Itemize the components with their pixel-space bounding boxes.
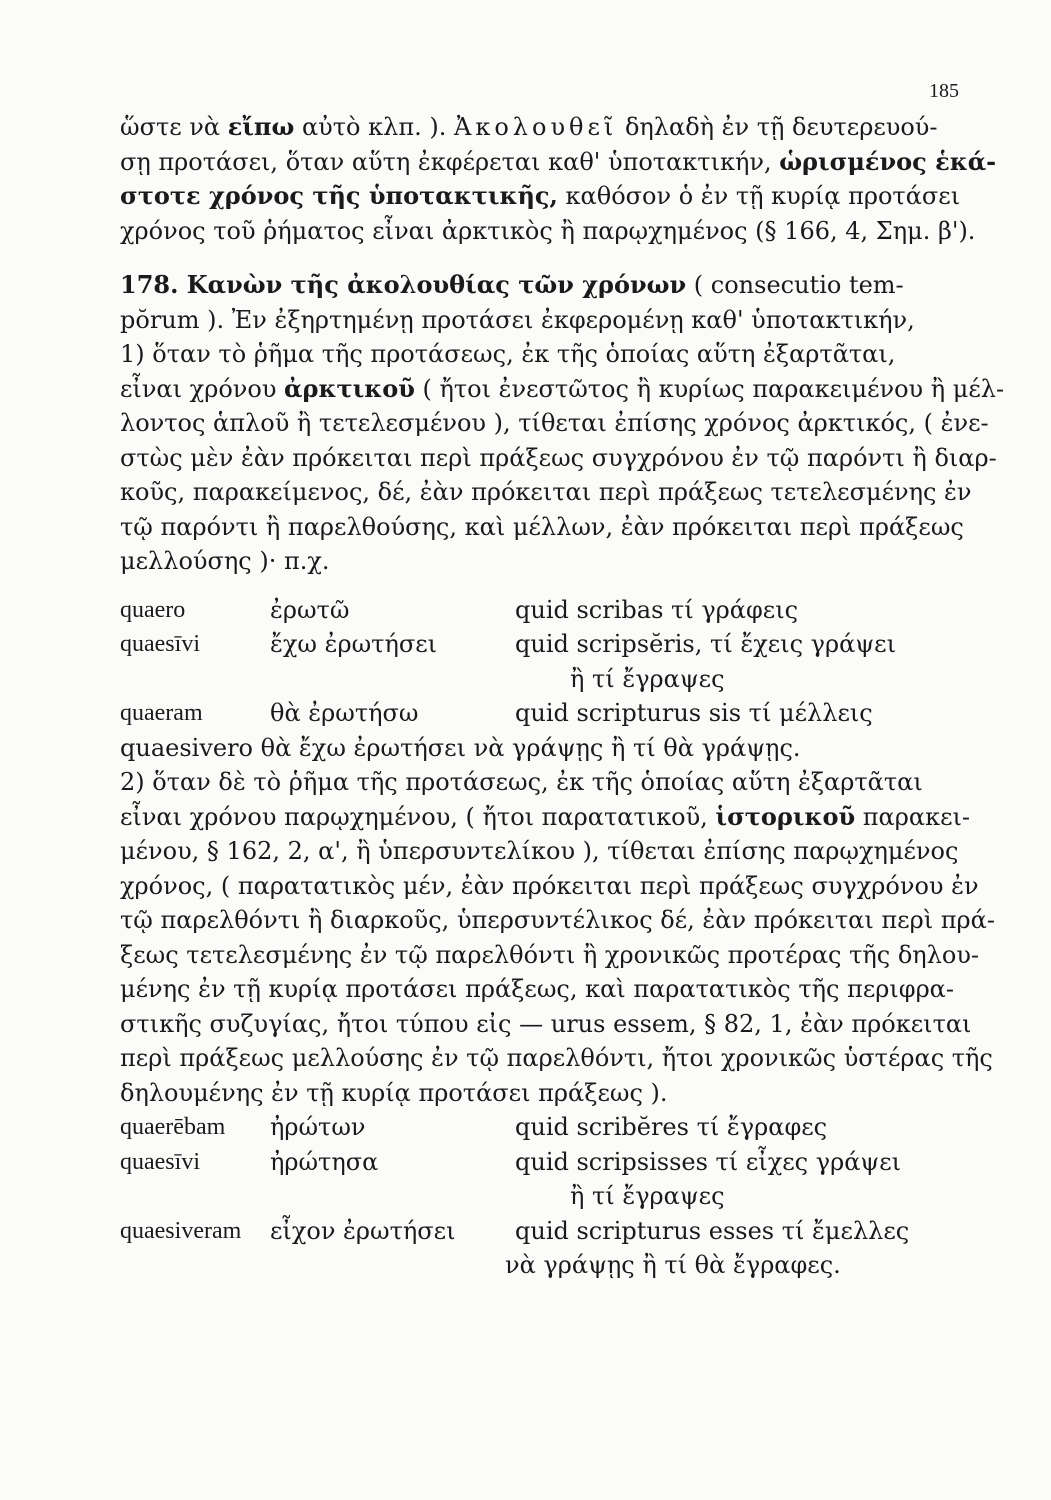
text-line: μελλούσης )· π.χ.	[120, 547, 330, 575]
example-row	[120, 1110, 932, 1145]
greek-form: ἠρώτησα	[270, 1147, 379, 1176]
greek-form: ἔχω ἐρωτήσει	[270, 630, 438, 658]
example-row	[120, 593, 932, 628]
example-row	[120, 696, 932, 731]
text-line: τῷ παρόντι ἢ παρελθούσης, καὶ μέλλων, ἐὰν πρόκειται περὶ πράξεως	[120, 512, 964, 541]
greek-form: εἶχον ἐρωτήσει	[270, 1216, 456, 1245]
example-phrase: quid scripsĕris, τί ἔχεις γράψει	[515, 630, 896, 658]
text-line: στικῆς συζυγίας, ἤτοι τύπου εἰς — urus essem, § 82, 1, ἐὰν πρόκειται	[120, 1009, 972, 1038]
paragraph-rule-178	[120, 268, 1005, 579]
text-line: χρόνος τοῦ ῥήματος εἶναι ἀρκτικὸς ἢ παρῳχημένος (§ 166, 4, Σημ. β').	[120, 216, 976, 245]
latin-form: quaerēbam	[120, 1114, 226, 1140]
example-last-line: quaesivero θὰ ἔχω ἐρωτήσει νὰ γράψῃς ἢ τί θὰ γράψῃς.	[120, 733, 801, 762]
text-line: στὼς μὲν ἐὰν πρόκειται περὶ πράξεως συγχρόνου ἐν τῷ παρόντι ἢ διαρ-	[120, 443, 997, 472]
example-continuation: ἢ τί ἔγραψες	[570, 664, 725, 693]
latin-form: quaero	[120, 596, 186, 623]
example-phrase: quid scribĕres τί ἔγραφες	[515, 1113, 828, 1141]
page-text	[120, 110, 1005, 1283]
example-table-historic	[120, 1110, 932, 1283]
greek-form: θὰ ἐρωτήσω	[270, 699, 419, 727]
text-line: μένης ἐν τῇ κυρίᾳ προτάσει πράξεως, καὶ παρατατικὸς τῆς περιφρα-	[120, 975, 954, 1003]
text-line: pŏrum ). Ἐν ἐξηρτημένῃ προτάσει ἐκφερομένῃ καθ' ὑποτακτικήν,	[120, 305, 915, 334]
greek-form: ἠρώτων	[270, 1113, 366, 1141]
latin-form: quaesīvi	[120, 1148, 200, 1175]
greek-form: ἐρωτῶ	[270, 595, 350, 624]
text-line: εἶναι χρόνου παρῳχημένου, ( ἤτοι παρατατικοῦ, ἱστορικοῦ παρακει-	[120, 801, 971, 831]
example-row	[120, 1145, 932, 1180]
example-row	[120, 1214, 932, 1249]
latin-form: quaeram	[120, 700, 203, 726]
text-line: περὶ πράξεως μελλούσης ἐν τῷ παρελθόντι, ἤτοι χρονικῶς ὑστέρας τῆς	[120, 1044, 993, 1072]
text-line: 178. Κανὼν τῆς ἀκολουθίας τῶν χρόνων ( consecutio tem-	[120, 270, 904, 299]
latin-form: quaesīvi	[120, 631, 200, 657]
text-line: στοτε χρόνος τῆς ὑποτακτικῆς, καθόσον ὁ ἐν τῇ κυρίᾳ προτάσει	[120, 181, 961, 210]
paragraph-historic-tenses	[120, 765, 995, 1110]
example-continuation: νὰ γράψῃς ἢ τί θὰ ἔγραφες.	[505, 1251, 841, 1279]
text-line: 2) ὅταν δὲ τὸ ῥῆμα τῆς προτάσεως, ἐκ τῆς ὁποίας αὕτη ἐξαρτᾶται	[120, 768, 923, 796]
latin-form: quaesiveram	[120, 1217, 242, 1244]
text-line: μένου, § 162, 2, α', ἢ ὑπερσυντελίκου ), τίθεται ἐπίσης παρῳχημένος	[120, 837, 959, 865]
text-line: κοῦς, παρακείμενος, δέ, ἐὰν πρόκειται περὶ πράξεως τετελεσμένης ἐν	[120, 478, 972, 506]
text-line: λοντος ἁπλοῦ ἢ τετελεσμένου ), τίθεται ἐπίσης χρόνος ἀρκτικός, ( ἐνε-	[120, 409, 989, 437]
example-continuation: ἢ τί ἔγραψες	[570, 1182, 725, 1210]
text-line: τῷ παρελθόντι ἢ διαρκοῦς, ὑπερσυντέλικος δέ, ἐὰν πρόκειται περὶ πρά-	[120, 906, 995, 934]
example-phrase: quid scripsisses τί εἶχες γράψει	[515, 1147, 902, 1176]
example-table-primary	[120, 593, 932, 731]
example-phrase: quid scribas τί γράφεις	[515, 595, 799, 624]
example-phrase: quid scripturus esses τί ἔμελλες	[515, 1216, 910, 1245]
page-number: 185	[929, 80, 959, 102]
example-phrase: quid scripturus sis τί μέλλεις	[515, 699, 873, 727]
text-line: 1) ὅταν τὸ ῥῆμα τῆς προτάσεως, ἐκ τῆς ὁποίας αὕτη ἐξαρτᾶται,	[120, 340, 896, 368]
example-row	[120, 627, 932, 662]
paragraph-intro	[120, 110, 997, 248]
text-line: σῃ προτάσει, ὅταν αὕτη ἐκφέρεται καθ' ὑποτακτικήν, ὡρισμένος ἑκά-	[120, 146, 997, 176]
text-line: εἶναι χρόνου ἀρκτικοῦ ( ἤτοι ἐνεστῶτος ἢ κυρίως παρακειμένου ἢ μέλ-	[120, 373, 1005, 403]
text-line: ὥστε νὰ εἴπω αὐτὸ κλπ. ). Ἀκολουθεῖ δηλαδὴ ἐν τῇ δευτερευού-	[120, 112, 938, 141]
text-line: ξεως τετελεσμένης ἐν τῷ παρελθόντι ἢ χρονικῶς προτέρας τῆς δηλου-	[120, 940, 980, 969]
text-line: χρόνος, ( παρατατικὸς μέν, ἐὰν πρόκειται περὶ πράξεως συγχρόνου ἐν	[120, 871, 979, 900]
text-line: δηλουμένης ἐν τῇ κυρίᾳ προτάσει πράξεως ).	[120, 1078, 668, 1107]
